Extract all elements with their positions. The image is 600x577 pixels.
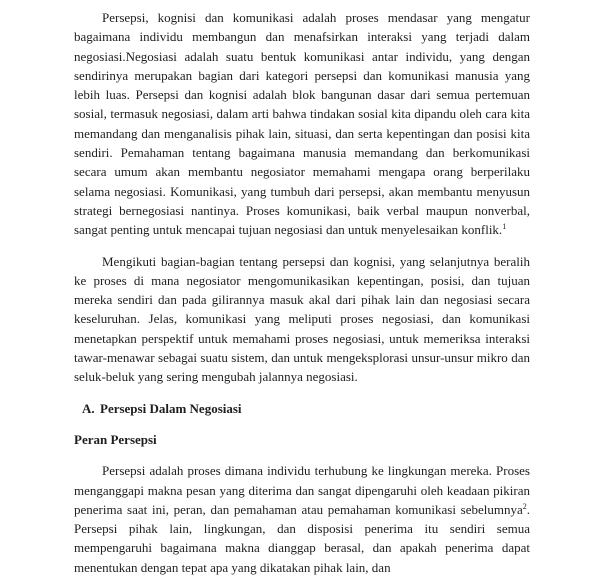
paragraph-text-continued: . Persepsi pihak lain, lingkungan, dan disposisi penerima itu sendiri semua mempengaruhi bagaimana makna dianggap berasal, dan apakah penerima dapat menentukan dengan tepat apa yang dikatakan pihak lain, dan bbox=[74, 501, 530, 575]
paragraph-negotiator-communication bbox=[74, 252, 530, 387]
section-number: A. bbox=[82, 400, 95, 416]
subsection-heading bbox=[74, 430, 530, 449]
subsection-title: Peran Persepsi bbox=[74, 431, 157, 447]
paragraph-text: Persepsi adalah proses dimana individu terhubung ke lingkungan mereka. Proses menganggapi makna pesan yang diterima dan sangat dipengaruhi oleh keadaan pikiran penerima saat ini, peran, dan pemahaman atau pemahaman komunikasi sebelumnya bbox=[74, 463, 530, 517]
section-heading-a bbox=[82, 399, 530, 418]
paragraph-text: Persepsi, kognisi dan komunikasi adalah proses mendasar yang mengatur bagaimana individu membangun dan menafsirkan interaksi yang terjadi dalam negosiasi.Negosiasi adalah suatu bentuk komunikasi antar individu, yang dengan sendirinya merupakan bagian dari kategori persepsi dan komunikasi manusia yang lebih luas. Persepsi dan kognisi adalah blok bangunan dasar dari semua pertemuan sosial, termasuk negosiasi, dalam arti bahwa tindakan sosial kita dipandu oleh cara kita memandang dan menganalisis pihak lain, situasi, dan serta kepentingan dan posisi kita sendiri. Pemahaman tentang bagaimana manusia memandang dan berkomunikasi secara umum akan membantu negosiator memahami mengapa orang berperilaku selama negosiasi. Komunikasi, yang tumbuh dari persepsi, akan membantu menyusun strategi bernegosiasi nantinya. Proses komunikasi, baik verbal maupun nonverbal, sangat penting untuk mencapai tujuan negosiasi dan untuk menyelesaikan konflik. bbox=[74, 10, 530, 238]
paragraph-perception-cognition-communication bbox=[74, 8, 530, 240]
paragraph-role-of-perception bbox=[74, 461, 530, 577]
section-title: Persepsi Dalam Negosiasi bbox=[100, 400, 242, 416]
paragraph-text: Mengikuti bagian-bagian tentang persepsi dan kognisi, yang selanjutnya beralih ke proses di mana negosiator mengomunikasikan kepentingan, posisi, dan tujuan mereka sendiri dan pada gilirannya masuk akal dari pihak lain dan negosiasi secara keseluruhan. Jelas, komunikasi yang meliputi proses negosiasi, dan komunikasi menetapkan perspektif untuk memahami proses negosiasi, untuk memeriksa interaksi tawar-menawar sebagai suatu sistem, dan untuk mengeksplorasi unsur-unsur mikro dan seluk-beluk yang sering mengubah jalannya negosiasi. bbox=[74, 253, 530, 385]
footnote-reference: 1 bbox=[502, 222, 507, 232]
document-body bbox=[74, 8, 530, 577]
footnote-reference: 2 bbox=[522, 501, 527, 511]
